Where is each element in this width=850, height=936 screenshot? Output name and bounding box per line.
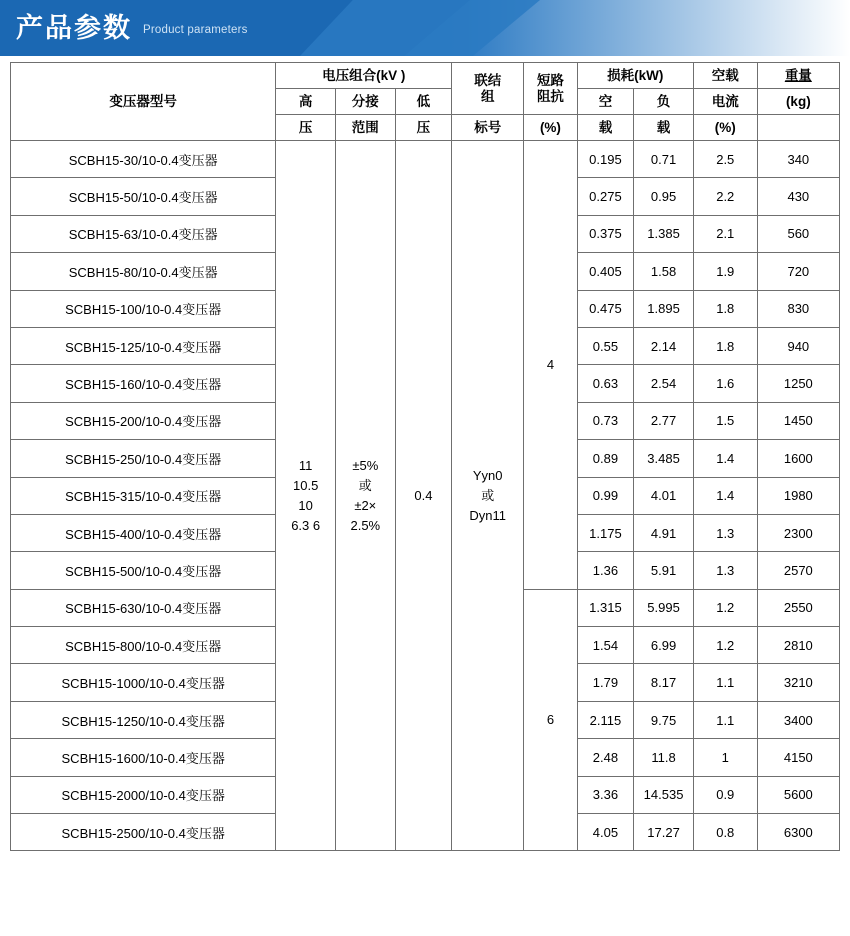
cell-model: SCBH15-1000/10-0.4变压器 xyxy=(11,664,276,701)
cell-model: SCBH15-125/10-0.4变压器 xyxy=(11,327,276,364)
header-impedance-unit: (%) xyxy=(524,115,577,141)
cell-on-load-loss: 3.485 xyxy=(634,440,694,477)
tap-line-3: ±2× xyxy=(354,497,377,513)
cell-idle-current: 1 xyxy=(693,739,757,776)
cell-on-load-loss: 2.54 xyxy=(634,365,694,402)
hv-line-3: 10 xyxy=(298,497,313,513)
tap-line-2: 或 xyxy=(358,477,372,493)
header-connection-group-line2: 组 xyxy=(480,88,495,104)
header-connection-group-line3: 标号 xyxy=(452,115,524,141)
cell-idle-current: 2.5 xyxy=(693,141,757,178)
cell-weight: 720 xyxy=(757,253,839,290)
header-loss-no-load: 空 xyxy=(577,89,634,115)
cell-no-load-loss: 1.54 xyxy=(577,627,634,664)
cell-on-load-loss: 0.95 xyxy=(634,178,694,215)
cell-no-load-loss: 0.63 xyxy=(577,365,634,402)
cell-on-load-loss: 14.535 xyxy=(634,776,694,813)
cell-model: SCBH15-2000/10-0.4变压器 xyxy=(11,776,276,813)
header-lv-line2: 压 xyxy=(395,115,452,141)
table-header xyxy=(11,63,840,141)
cell-weight: 940 xyxy=(757,327,839,364)
header-loss-on-load-line2: 载 xyxy=(634,115,694,141)
cell-idle-current: 1.8 xyxy=(693,327,757,364)
cell-idle-current: 1.1 xyxy=(693,664,757,701)
cell-weight: 560 xyxy=(757,215,839,252)
cell-no-load-loss: 1.79 xyxy=(577,664,634,701)
cell-connection-group xyxy=(452,141,524,851)
cell-weight: 1980 xyxy=(757,477,839,514)
page-banner xyxy=(0,0,850,56)
cell-on-load-loss: 8.17 xyxy=(634,664,694,701)
header-weight-blank xyxy=(757,115,839,141)
cell-impedance-group-2: 6 xyxy=(524,589,577,851)
cell-on-load-loss: 6.99 xyxy=(634,627,694,664)
cell-no-load-loss: 0.55 xyxy=(577,327,634,364)
cell-no-load-loss: 0.405 xyxy=(577,253,634,290)
tap-line-1: ±5% xyxy=(352,457,379,473)
cell-no-load-loss: 0.73 xyxy=(577,402,634,439)
header-loss-no-load-line2: 载 xyxy=(577,115,634,141)
header-idle-current: 空载 xyxy=(693,63,757,89)
banner-title-en: Product parameters xyxy=(143,24,248,36)
cell-on-load-loss: 0.71 xyxy=(634,141,694,178)
cell-model: SCBH15-400/10-0.4变压器 xyxy=(11,514,276,551)
cell-no-load-loss: 1.315 xyxy=(577,589,634,626)
header-weight xyxy=(757,63,839,89)
cell-weight: 2810 xyxy=(757,627,839,664)
cell-weight: 430 xyxy=(757,178,839,215)
cell-model: SCBH15-2500/10-0.4变压器 xyxy=(11,814,276,851)
group-line-3: Dyn11 xyxy=(469,507,507,523)
cell-weight: 6300 xyxy=(757,814,839,851)
cell-model: SCBH15-630/10-0.4变压器 xyxy=(11,589,276,626)
cell-no-load-loss: 0.195 xyxy=(577,141,634,178)
cell-on-load-loss: 11.8 xyxy=(634,739,694,776)
cell-idle-current: 1.2 xyxy=(693,589,757,626)
cell-on-load-loss: 17.27 xyxy=(634,814,694,851)
cell-on-load-loss: 4.01 xyxy=(634,477,694,514)
cell-weight: 830 xyxy=(757,290,839,327)
cell-model: SCBH15-50/10-0.4变压器 xyxy=(11,178,276,215)
header-impedance-line2: 阻抗 xyxy=(536,88,564,104)
cell-on-load-loss: 5.995 xyxy=(634,589,694,626)
group-line-1: Yyn0 xyxy=(472,467,503,483)
banner-title-cn: 产品参数 xyxy=(16,13,132,43)
header-loss: 损耗(kW) xyxy=(577,63,693,89)
cell-weight: 1450 xyxy=(757,402,839,439)
cell-idle-current: 2.1 xyxy=(693,215,757,252)
cell-idle-current: 1.5 xyxy=(693,402,757,439)
cell-on-load-loss: 5.91 xyxy=(634,552,694,589)
cell-no-load-loss: 0.89 xyxy=(577,440,634,477)
cell-weight: 1600 xyxy=(757,440,839,477)
header-hv: 高 xyxy=(276,89,336,115)
cell-weight: 2570 xyxy=(757,552,839,589)
header-row-1 xyxy=(11,63,840,89)
header-connection-group-line1: 联结 xyxy=(474,72,502,88)
cell-model: SCBH15-63/10-0.4变压器 xyxy=(11,215,276,252)
cell-model: SCBH15-80/10-0.4变压器 xyxy=(11,253,276,290)
cell-on-load-loss: 1.58 xyxy=(634,253,694,290)
cell-no-load-loss: 2.115 xyxy=(577,701,634,738)
header-impedance-line1: 短路 xyxy=(536,72,564,88)
cell-idle-current: 0.9 xyxy=(693,776,757,813)
header-idle-current-unit: (%) xyxy=(693,115,757,141)
cell-on-load-loss: 4.91 xyxy=(634,514,694,551)
cell-idle-current: 1.4 xyxy=(693,440,757,477)
header-tap-range: 分接 xyxy=(335,89,395,115)
group-line-2: 或 xyxy=(481,487,495,503)
cell-model: SCBH15-1250/10-0.4变压器 xyxy=(11,701,276,738)
cell-no-load-loss: 0.275 xyxy=(577,178,634,215)
cell-on-load-loss: 1.385 xyxy=(634,215,694,252)
hv-line-4: 6.3 6 xyxy=(291,517,321,533)
cell-lv-value: 0.4 xyxy=(395,141,452,851)
cell-model: SCBH15-160/10-0.4变压器 xyxy=(11,365,276,402)
header-tap-range-line2: 范围 xyxy=(335,115,395,141)
cell-idle-current: 1.4 xyxy=(693,477,757,514)
cell-model: SCBH15-250/10-0.4变压器 xyxy=(11,440,276,477)
cell-on-load-loss: 2.77 xyxy=(634,402,694,439)
cell-model: SCBH15-100/10-0.4变压器 xyxy=(11,290,276,327)
cell-idle-current: 1.3 xyxy=(693,514,757,551)
cell-model: SCBH15-30/10-0.4变压器 xyxy=(11,141,276,178)
header-impedance xyxy=(524,63,577,115)
transformer-spec-table xyxy=(10,62,840,851)
cell-hv-values xyxy=(276,141,336,851)
cell-weight: 5600 xyxy=(757,776,839,813)
spec-table-container xyxy=(0,56,850,851)
table-row xyxy=(11,141,840,178)
cell-model: SCBH15-500/10-0.4变压器 xyxy=(11,552,276,589)
cell-model: SCBH15-200/10-0.4变压器 xyxy=(11,402,276,439)
header-model: 变压器型号 xyxy=(11,63,276,141)
cell-on-load-loss: 9.75 xyxy=(634,701,694,738)
cell-on-load-loss: 2.14 xyxy=(634,327,694,364)
cell-idle-current: 1.8 xyxy=(693,290,757,327)
header-lv: 低 xyxy=(395,89,452,115)
header-idle-current-line2: 电流 xyxy=(693,89,757,115)
cell-idle-current: 1.1 xyxy=(693,701,757,738)
cell-weight: 340 xyxy=(757,141,839,178)
cell-idle-current: 1.6 xyxy=(693,365,757,402)
cell-weight: 2300 xyxy=(757,514,839,551)
cell-weight: 2550 xyxy=(757,589,839,626)
tap-line-4: 2.5% xyxy=(350,517,381,533)
hv-line-2: 10.5 xyxy=(293,477,319,493)
cell-no-load-loss: 3.36 xyxy=(577,776,634,813)
cell-no-load-loss: 1.175 xyxy=(577,514,634,551)
cell-no-load-loss: 2.48 xyxy=(577,739,634,776)
header-connection-group xyxy=(452,63,524,115)
cell-model: SCBH15-800/10-0.4变压器 xyxy=(11,627,276,664)
header-weight-text: 重量 xyxy=(784,67,812,83)
header-hv-line2: 压 xyxy=(276,115,336,141)
cell-no-load-loss: 0.99 xyxy=(577,477,634,514)
header-weight-unit: (kg) xyxy=(757,89,839,115)
header-loss-on-load: 负 xyxy=(634,89,694,115)
cell-tap-range xyxy=(335,141,395,851)
cell-weight: 4150 xyxy=(757,739,839,776)
cell-idle-current: 1.3 xyxy=(693,552,757,589)
cell-no-load-loss: 4.05 xyxy=(577,814,634,851)
cell-no-load-loss: 0.475 xyxy=(577,290,634,327)
cell-weight: 3210 xyxy=(757,664,839,701)
cell-model: SCBH15-315/10-0.4变压器 xyxy=(11,477,276,514)
cell-idle-current: 0.8 xyxy=(693,814,757,851)
cell-impedance-group-1: 4 xyxy=(524,141,577,590)
cell-idle-current: 1.2 xyxy=(693,627,757,664)
cell-model: SCBH15-1600/10-0.4变压器 xyxy=(11,739,276,776)
cell-weight: 1250 xyxy=(757,365,839,402)
hv-line-1: 11 xyxy=(298,457,313,473)
cell-idle-current: 2.2 xyxy=(693,178,757,215)
cell-weight: 3400 xyxy=(757,701,839,738)
cell-on-load-loss: 1.895 xyxy=(634,290,694,327)
cell-idle-current: 1.9 xyxy=(693,253,757,290)
table-body xyxy=(11,141,840,851)
header-voltage-combination: 电压组合(kV ) xyxy=(276,63,452,89)
cell-no-load-loss: 0.375 xyxy=(577,215,634,252)
cell-no-load-loss: 1.36 xyxy=(577,552,634,589)
